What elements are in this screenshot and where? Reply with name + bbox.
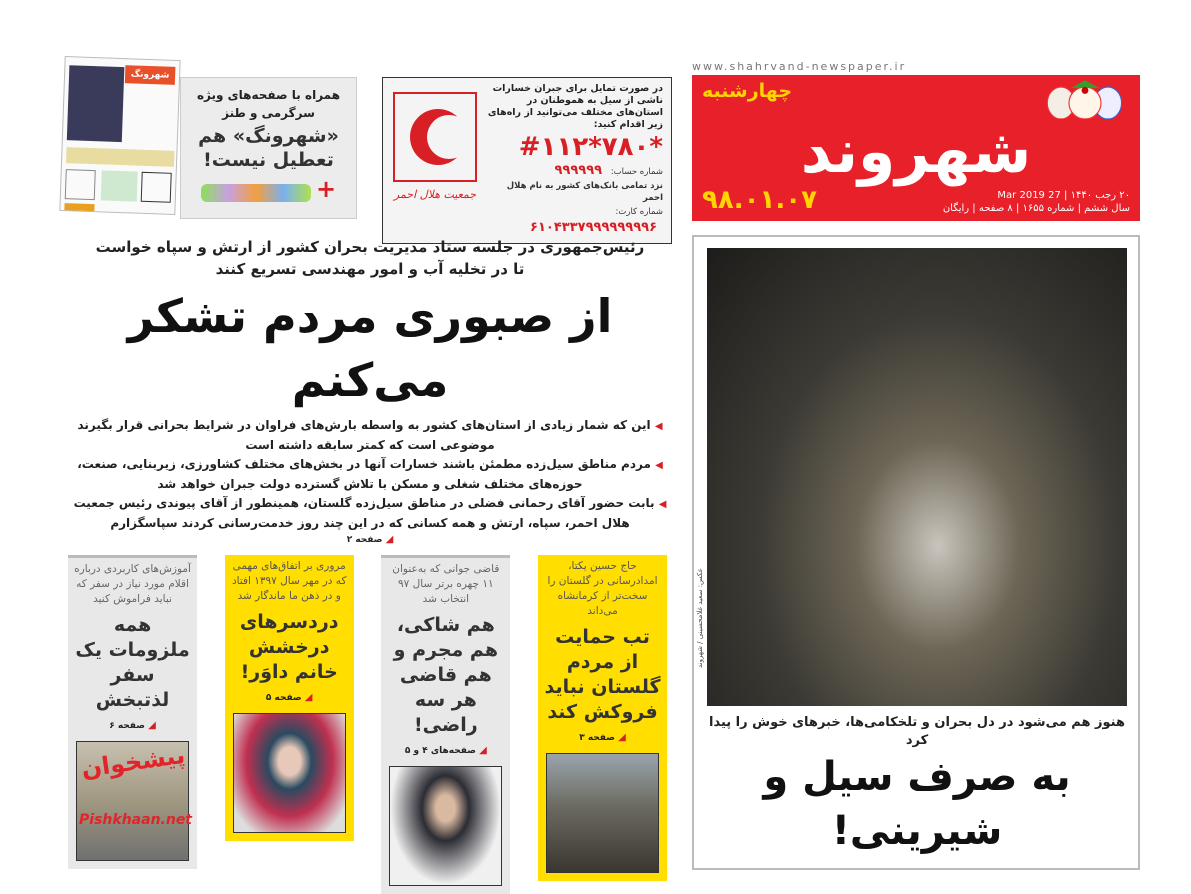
card-row [487, 204, 663, 237]
weekday: چهارشنبه [702, 80, 793, 102]
teaser-intro: قاضی جوانی که به‌عنوان ۱۱ چهره برتر سال ۹۷ انتخاب شد [392, 563, 500, 605]
shahrvang-promo [180, 77, 357, 219]
ref-triangle-icon: ◢ [385, 534, 394, 545]
issue-meta [943, 189, 1130, 215]
main-story-box [692, 235, 1140, 870]
lead-bullets [60, 416, 680, 547]
ad-text: در صورت تمایل برای جبران خسارات ناشی از سیل به هموطنان در استان‌های مختلف می‌توانید از راه‌های زیر اقدام کنید: [487, 83, 663, 130]
main-headline[interactable]: به صرف سیل و شیرینی! [763, 754, 1071, 854]
page-ref [60, 533, 680, 547]
lead-surtitle [60, 236, 680, 280]
bullet-text: این که شمار زیادی از استان‌های کشور به واسطه بارش‌های فراوان در شرایط بحرانی قرار بگیرند موضوعی است که کمتر سابقه داشته است [77, 418, 651, 452]
teaser-columns [60, 555, 680, 894]
newspaper-logo: شهروند [800, 117, 1032, 187]
issue-date: ۲۰ رجب ۱۴۴۰ | 27 Mar 2019 [997, 190, 1130, 201]
teaser-page-ref [231, 691, 348, 705]
promo-title: «شهرونگ» هم تعطیل نیست! [198, 125, 339, 171]
bullet-item [60, 416, 680, 455]
teaser-photo [389, 766, 502, 886]
shahrvang-thumbnail [59, 56, 180, 215]
plus-icon: + [315, 175, 337, 203]
teaser-page-ref-text: صفحه‌های ۴ و ۵ [404, 746, 476, 756]
main-photo [707, 248, 1127, 706]
teaser-column[interactable] [225, 555, 354, 841]
thumb-title: شهرونگ [125, 65, 176, 85]
teaser-column[interactable] [538, 555, 667, 881]
ref-triangle-icon: ◢ [618, 732, 626, 743]
teaser-intro: حاج حسین یکتا، امدادرسانی در گلستان را سخت‌تر از کرمانشاه می‌داند [547, 560, 658, 617]
teaser-column[interactable] [381, 555, 510, 894]
masthead-top-row [702, 79, 1130, 119]
teaser-page-ref [544, 731, 661, 745]
persian-date: ۹۸.۰۱.۰۷ [702, 185, 817, 215]
nowruz-eggs-icon [1040, 79, 1130, 119]
card-label: شماره کارت: [615, 207, 663, 217]
issue-number: سال ششم | شماره ۱۶۵۵ | ۸ صفحه | رایگان [942, 203, 1130, 214]
teaser-column[interactable] [68, 555, 197, 869]
masthead [692, 75, 1140, 221]
bullet-text: بابت حضور آقای رحمانی فضلی در مناطق سیل‌زده گلستان، همینطور از آقای پیوندی رئیس جمعیت هلال احمر، سپاه، ارتش و همه کسانی که در این چند روز خدمت‌رسانی کردند سپاسگزارم [73, 496, 655, 530]
watermark-en: Pishkhaan.net [79, 812, 193, 828]
teaser-page-ref [387, 744, 504, 758]
website-url: www.shahrvand-newspaper.ir [692, 60, 907, 73]
bullet-triangle-icon: ◀ [654, 421, 663, 432]
teaser-page-ref-text: صفحه ۶ [109, 721, 145, 731]
ad-details [487, 83, 663, 237]
red-crescent-logo [393, 92, 477, 182]
bullet-triangle-icon: ◀ [655, 460, 663, 471]
teaser-title: هم شاکی، هم مجرم و هم قاضی هر سه راضی! [393, 614, 498, 736]
surtitle-line1: رئیس‌جمهوری در جلسه ستاد مدیریت بحران کشور از ارتش و سپاه خواست [95, 238, 645, 256]
photo-credit: عکس: سعید غلامحسینی / شهروند [696, 568, 704, 668]
bullet-triangle-icon: ◀ [658, 499, 667, 510]
bullet-item [60, 494, 680, 533]
account-label: شماره حساب: [610, 167, 663, 177]
ref-triangle-icon: ◢ [148, 720, 156, 731]
teaser-title: تب حمایت از مردم گلستان نباید فروکش کند [544, 626, 661, 723]
page-ref-text: صفحه ۲ [346, 535, 383, 545]
red-crescent-ad [382, 77, 672, 244]
crescent-icon [405, 104, 465, 170]
ref-triangle-icon: ◢ [479, 745, 487, 756]
teaser-title: همه ملزومات یک سفر لذتبخش [75, 614, 190, 711]
surtitle-line2: تا در تخلیه آب و امور مهندسی تسریع کنند [215, 260, 525, 278]
teaser-title: دردسرهای درخشش خانم داوَر! [239, 611, 339, 683]
masthead-bottom-row [702, 185, 1130, 215]
lead-headline: از صبوری مردم تشکر می‌کنم [127, 289, 613, 407]
bullet-item [60, 455, 680, 494]
card-number: ۶۱۰۴۳۳۷۹۹۹۹۹۹۹۹۶ [530, 220, 657, 235]
account-number: ۹۹۹۹۹۹ [554, 163, 603, 178]
teaser-intro: مروری بر اتفاق‌های مهمی که در مهر سال ۱۳۹۷ افتاد و در ذهن ما ماندگار شد [231, 560, 347, 602]
promo-line1: همراه با صفحه‌های ویژه [196, 88, 341, 102]
teaser-photo [233, 713, 346, 833]
account-row [487, 163, 663, 180]
teaser-page-ref [74, 719, 191, 733]
main-photo-wrap [696, 248, 1127, 706]
ref-triangle-icon: ◢ [304, 692, 313, 703]
promo-line2: سرگرمی و طنز [222, 106, 315, 120]
watermark-fa: پیشخوان [79, 740, 187, 784]
ussd-code: #۱۱۲*۷۸۰* [518, 132, 663, 162]
bank-note: نزد تمامی بانک‌های کشور به نام هلال احمر [506, 181, 663, 203]
org-name: جمعیت هلال احمر [393, 188, 477, 201]
teaser-page-ref-text: صفحه ۳ [579, 733, 615, 743]
lead-story [60, 236, 680, 894]
main-caption: هنوز هم می‌شود در دل بحران و تلخکامی‌ها، خبرهای خوش را پیدا کرد [709, 715, 1125, 748]
teaser-page-ref-text: صفحه ۵ [265, 693, 302, 703]
bullet-text: مردم مناطق سیل‌زده مطمئن باشند خسارات آنها در بخش‌های مختلف کشاورزی، زیربنایی، صنعت، حوزه‌های مختلف شغلی و مسکن با تلاش گسترده دولت جبران خواهد شد [77, 457, 651, 491]
teaser-photo [546, 753, 659, 873]
teaser-intro: آموزش‌های کاربردی درباره اقلام مورد نیاز در سفر که نباید فراموش کنید [74, 563, 191, 605]
shahrvang-logo-icon [201, 184, 311, 202]
teaser-photo [76, 740, 193, 861]
